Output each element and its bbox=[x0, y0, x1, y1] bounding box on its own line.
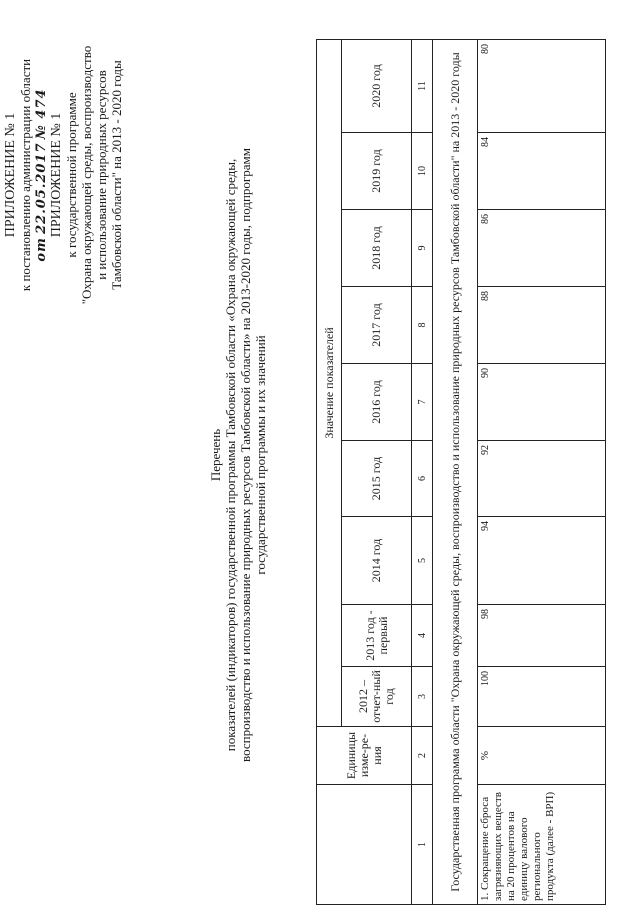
value-cell: 80 bbox=[478, 39, 606, 132]
column-number: 3 bbox=[412, 667, 433, 727]
appendix-subtitle: ПРИЛОЖЕНИЕ № 1 bbox=[49, 112, 64, 238]
value-cell: 84 bbox=[478, 133, 606, 210]
appendix-program-name-2: и использование природных ресурсов bbox=[94, 70, 109, 280]
year-header: 2020 год bbox=[342, 39, 412, 132]
column-number: 2 bbox=[412, 727, 433, 785]
column-number: 11 bbox=[412, 39, 433, 132]
indicators-table bbox=[316, 39, 606, 905]
year-header: 2012 – отчет-ный год bbox=[342, 667, 412, 727]
value-cell: 86 bbox=[478, 210, 606, 287]
year-header: 2016 год bbox=[342, 364, 412, 441]
value-cell: 90 bbox=[478, 364, 606, 441]
appendix-decree-ref: к постановлению администрации области bbox=[18, 58, 33, 292]
value-cell: 92 bbox=[478, 441, 606, 517]
appendix-program-ref: к государственной программе bbox=[64, 92, 79, 258]
program-title: Государственная программа области "Охрана окружающей среды, воспроизводство и использование природных ресурсов Тамбовской области" на 2013 - 2020 годы bbox=[433, 39, 478, 904]
unit-header: Единицы изме-ре-ния bbox=[317, 727, 412, 785]
title-heading: Перечень bbox=[208, 428, 223, 482]
column-number-row bbox=[412, 39, 433, 904]
column-number: 4 bbox=[412, 605, 433, 667]
appendix-title: ПРИЛОЖЕНИЕ № 1 bbox=[3, 112, 18, 238]
indicator-name: 1. Сокращение сброса загрязняющих веществ на 20 процентов на единицу валового регионального продукта (далее - ВРП) bbox=[478, 785, 606, 905]
indicator-header bbox=[317, 785, 412, 905]
year-header: 2013 год - первый bbox=[342, 605, 412, 667]
year-header: 2015 год bbox=[342, 441, 412, 517]
title-line-1: показателей (индикаторов) государственной программы Тамбовской области «Охрана окружающей среды, bbox=[223, 158, 238, 752]
header-row-1 bbox=[317, 39, 342, 904]
column-number: 7 bbox=[412, 364, 433, 441]
column-number: 1 bbox=[412, 785, 433, 905]
appendix-date-line bbox=[33, 35, 49, 315]
from-label: от bbox=[34, 237, 49, 262]
title-line-2: воспроизводство и использование природных ресурсов Тамбовской области» на 2013-2020 годы, подпрограмм bbox=[238, 148, 253, 762]
column-number: 5 bbox=[412, 517, 433, 605]
unit-cell: % bbox=[478, 727, 606, 785]
appendix-program-name-3: Тамбовской области" на 2013 - 2020 годы bbox=[109, 60, 124, 290]
list-title bbox=[208, 125, 268, 785]
table-row bbox=[478, 39, 606, 904]
program-title-row bbox=[433, 39, 478, 904]
value-cell: 98 bbox=[478, 605, 606, 667]
value-cell: 88 bbox=[478, 287, 606, 364]
value-cell: 100 bbox=[478, 667, 606, 727]
title-line-3: государственной программы и их значений bbox=[253, 335, 268, 575]
column-number: 9 bbox=[412, 210, 433, 287]
year-header: 2019 год bbox=[342, 133, 412, 210]
decree-number: № 474 bbox=[34, 88, 49, 140]
column-number: 10 bbox=[412, 133, 433, 210]
year-header: 2017 год bbox=[342, 287, 412, 364]
appendix-header bbox=[3, 35, 124, 315]
column-number: 8 bbox=[412, 287, 433, 364]
year-header: 2014 год bbox=[342, 517, 412, 605]
decree-date: 22.05.2017 bbox=[34, 142, 49, 234]
column-number: 6 bbox=[412, 441, 433, 517]
year-header: 2018 год bbox=[342, 210, 412, 287]
values-group-header: Значение показателей bbox=[317, 39, 342, 726]
value-cell: 94 bbox=[478, 517, 606, 605]
appendix-program-name-1: "Охрана окружающей среды, воспроизводство bbox=[79, 45, 94, 305]
